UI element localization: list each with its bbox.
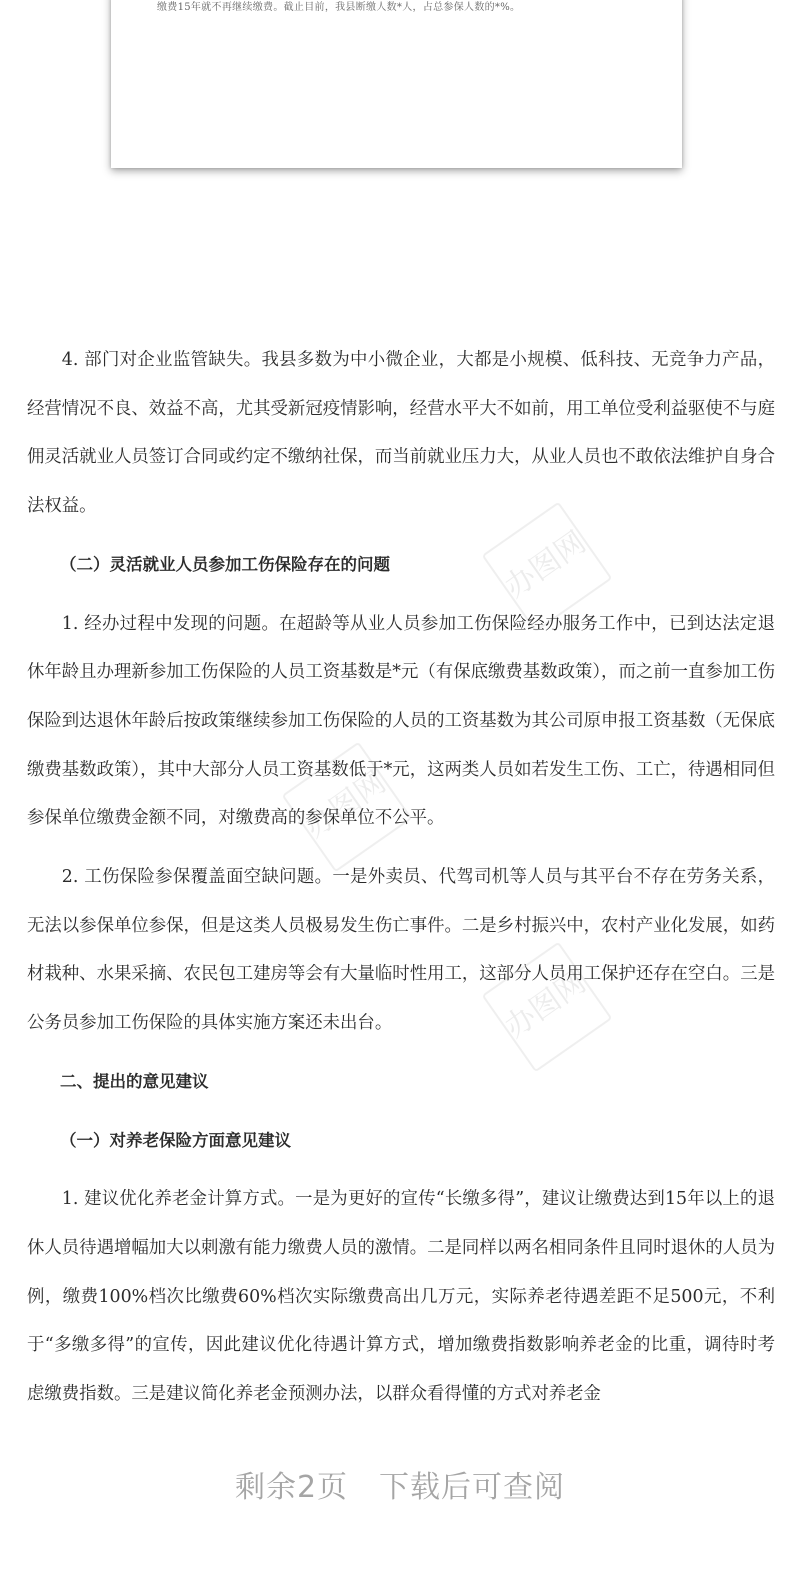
paragraph: 4. 部门对企业监管缺失。我县多数为中小微企业，大都是小规模、低科技、无竞争力产品，经营情况不良、效益不高，尤其受新冠疫情影响，经营水平大不如前，用工单位受利益驱使不与庭佣灵活就业人员签订合同或约定不缴纳社保，而当前就业压力大，从业人员也不敢依法维护自身合法权益。 (27, 350, 775, 517)
paragraph: 1. 经办过程中发现的问题。在超龄等从业人员参加工伤保险经办服务工作中，已到达法定退休年龄且办理新参加工伤保险的人员工资基数是*元（有保底缴费基数政策），而之前一直参加工伤保险到达退休年龄后按政策继续参加工伤保险的人员的工资基数为其公司原申报工资基数（无保底缴费基数政策），其中大部分人员工资基数低于*元，这两类人员如若发生工伤、工亡，待遇相同但参保单位缴费金额不同，对缴费高的参保单位不公平。 (27, 613, 775, 829)
paragraph: 2. 工伤保险参保覆盖面空缺问题。一是外卖员、代驾司机等人员与其平台不存在劳务关系，无法以参保单位参保，但是这类人员极易发生伤亡事件。二是乡村振兴中，农村产业化发展，如药材栽种、水果采摘、农民包工建房等会有大量临时性用工，这部分人员用工保护还存在空白。三是公务员参加工伤保险的具体实施方案还未出台。 (27, 867, 775, 1034)
section-heading: （二）灵活就业人员参加工伤保险存在的问题 (60, 554, 390, 574)
watermark: 办图网 (482, 502, 613, 633)
previous-page-tail-text: 缴费15年就不再继续缴费。截止目前，我县断缴人数*人，占总参保人数的*%。 (157, 2, 521, 13)
paragraph: 1. 建议优化养老金计算方式。一是为更好的宣传“长缴多得”，建议让缴费达到15年以上的退休人员待遇增幅加大以刺激有能力缴费人员的激情。二是同样以两名相同条件且同时退休的人员为例，缴费100%档次比缴费60%档次实际缴费高出几万元，实际养老待遇差距不足500元，不利于“多缴多得”的宣传，因此建议优化待遇计算方式，增加缴费指数影响养老金的比重，调待时考虑缴费指数。三是建议简化养老金预测办法，以群众看得懂的方式对养老金 (27, 1189, 775, 1405)
section-heading: 二、提出的意见建议 (60, 1071, 209, 1091)
remaining-pages-notice[interactable]: 剩余2页 下载后可查阅 (234, 1470, 566, 1505)
section-heading: （一）对养老保险方面意见建议 (60, 1130, 291, 1150)
watermark: 办图网 (282, 742, 413, 873)
document-body (27, 336, 775, 1419)
previous-page-preview (111, 0, 682, 168)
watermark: 办图网 (482, 942, 613, 1073)
